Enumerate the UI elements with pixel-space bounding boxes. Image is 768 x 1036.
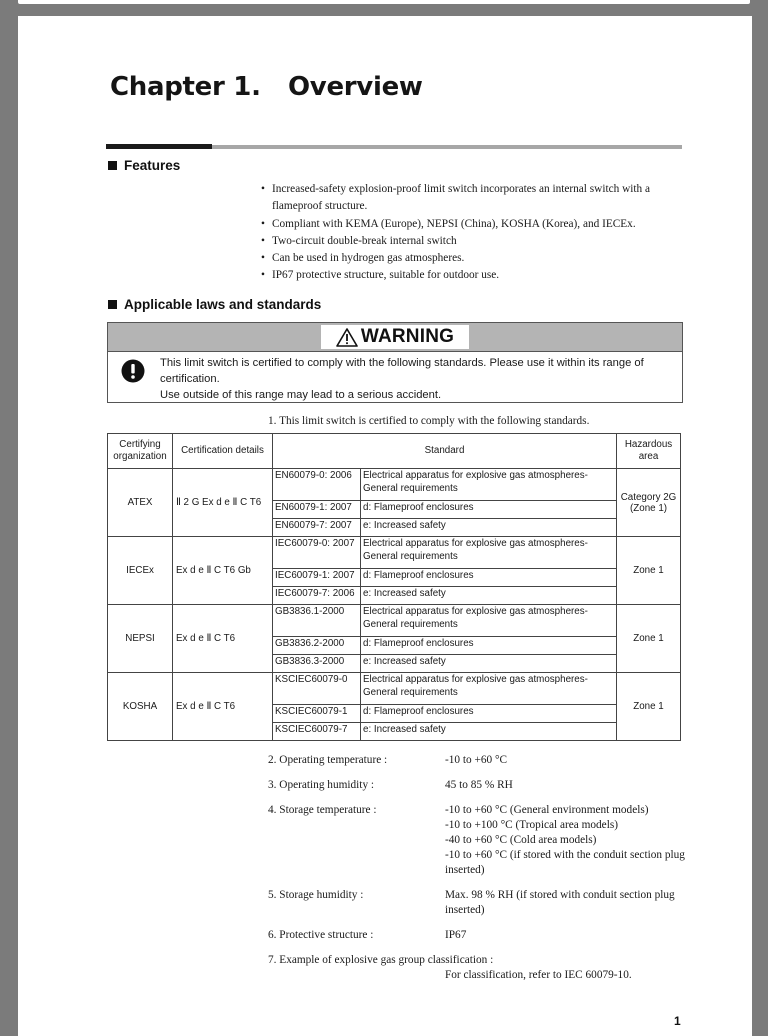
cert-org: NEPSI	[108, 605, 173, 673]
spec-operating-humidity	[268, 778, 708, 793]
standard-description: d: Flameproof enclosures	[361, 569, 617, 587]
spec-value: -10 to +60 °C (General environment models)	[445, 804, 649, 816]
cert-details: Ex d e Ⅱ C T6	[173, 673, 273, 741]
standard-description: e: Increased safety	[361, 587, 617, 605]
header-org: Certifying organization	[108, 434, 173, 469]
spec-storage-temperature	[268, 803, 708, 878]
standard-description: d: Flameproof enclosures	[361, 501, 617, 519]
cert-org: IECEx	[108, 537, 173, 605]
spec-operating-temperature	[268, 753, 708, 768]
spec-value: -40 to +60 °C (Cold area models)	[445, 834, 597, 846]
standard-description: d: Flameproof enclosures	[361, 705, 617, 723]
hazard-area: Zone 1	[617, 605, 681, 673]
standard-code: KSCIEC60079-7	[273, 723, 361, 741]
table-row	[108, 537, 681, 569]
warning-box	[107, 322, 683, 403]
spec-value: -10 to +60 °C (if stored with the conduit section plug inserted)	[445, 849, 685, 876]
standard-code: GB3836.1-2000	[273, 605, 361, 637]
specifications	[268, 753, 708, 983]
standard-code: IEC60079-0: 2007	[273, 537, 361, 569]
header-area: Hazardous area	[617, 434, 681, 469]
features-heading-text: Features	[124, 158, 181, 173]
spec-value: IP67	[445, 929, 467, 941]
standard-code: EN60079-0: 2006	[273, 469, 361, 501]
standard-code: GB3836.2-2000	[273, 637, 361, 655]
standard-description: e: Increased safety	[361, 655, 617, 673]
spec-storage-humidity	[268, 888, 708, 918]
standard-code: GB3836.3-2000	[273, 655, 361, 673]
standard-description: Electrical apparatus for explosive gas atmospheres-General requirements	[361, 537, 617, 569]
cert-details: Ⅱ 2 G Ex d e Ⅱ C T6	[173, 469, 273, 537]
spec-label: 5. Storage humidity :	[268, 889, 364, 901]
previous-page-edge	[18, 0, 750, 4]
standard-description: e: Increased safety	[361, 519, 617, 537]
chapter-title: Overview	[288, 72, 423, 102]
certification-table	[107, 433, 681, 741]
hazard-area: Category 2G (Zone 1)	[617, 469, 681, 537]
spec-gas-group	[268, 953, 708, 983]
spec-label: 2. Operating temperature :	[268, 754, 388, 766]
spec-value: -10 to +100 °C (Tropical area models)	[445, 819, 618, 831]
cert-org: ATEX	[108, 469, 173, 537]
laws-heading-text: Applicable laws and standards	[124, 297, 322, 312]
cert-details: Ex d e Ⅱ C T6 Gb	[173, 537, 273, 605]
feature-item: • Two-circuit double-break internal switch	[261, 233, 691, 250]
cert-org: KOSHA	[108, 673, 173, 741]
page-number: 1	[674, 1014, 681, 1028]
spec-protective-structure	[268, 928, 708, 943]
warning-label-text: WARNING	[360, 326, 455, 347]
standard-code: IEC60079-7: 2006	[273, 587, 361, 605]
standard-description: e: Increased safety	[361, 723, 617, 741]
table-row	[108, 673, 681, 705]
spec-label: 7. Example of explosive gas group classification :	[268, 954, 494, 966]
standard-code: EN60079-1: 2007	[273, 501, 361, 519]
spec-label: 6. Protective structure :	[268, 929, 374, 941]
feature-item: • IP67 protective structure, suitable for outdoor use.	[261, 267, 691, 284]
standard-description: Electrical apparatus for explosive gas atmospheres-General requirements	[361, 605, 617, 637]
square-bullet-icon	[108, 300, 117, 309]
spec-value: Max. 98 % RH (if stored with conduit section plug inserted)	[445, 889, 675, 916]
spec-label: 3. Operating humidity :	[268, 779, 375, 791]
exclamation-circle-icon	[121, 359, 145, 383]
document-page	[18, 16, 752, 1036]
warning-label	[321, 325, 469, 349]
standard-description: Electrical apparatus for explosive gas atmospheres-General requirements	[361, 469, 617, 501]
spec-value: 45 to 85 % RH	[445, 779, 513, 791]
square-bullet-icon	[108, 161, 117, 170]
standard-description: d: Flameproof enclosures	[361, 637, 617, 655]
spec-label: 4. Storage temperature :	[268, 804, 377, 816]
warning-text-line: Use outside of this range may lead to a serious accident.	[160, 388, 442, 401]
header-details: Certification details	[173, 434, 273, 469]
certification-caption: 1. This limit switch is certified to comply with the following standards.	[268, 415, 590, 427]
feature-item: • Can be used in hydrogen gas atmospheres.	[261, 250, 691, 267]
warning-text-line: This limit switch is certified to comply with the following standards. Please use it within its range of certification.	[160, 357, 644, 385]
heading-rule-light	[212, 145, 682, 149]
spec-value: -10 to +60 °C	[445, 754, 508, 766]
laws-heading	[108, 297, 321, 312]
standard-code: IEC60079-1: 2007	[273, 569, 361, 587]
features-list	[261, 181, 691, 285]
heading-rule-dark	[106, 144, 212, 149]
table-header-row	[108, 434, 681, 469]
feature-item: • Increased-safety explosion-proof limit switch incorporates an internal switch with a flameproof structure.	[261, 181, 691, 216]
chapter-heading	[110, 72, 423, 102]
table-row	[108, 605, 681, 637]
hazard-area: Zone 1	[617, 673, 681, 741]
header-standard: Standard	[273, 434, 617, 469]
warning-header	[108, 323, 682, 352]
features-heading	[108, 158, 180, 173]
cert-details: Ex d e Ⅱ C T6	[173, 605, 273, 673]
table-row	[108, 469, 681, 501]
standard-code: EN60079-7: 2007	[273, 519, 361, 537]
feature-item: • Compliant with KEMA (Europe), NEPSI (China), KOSHA (Korea), and IECEx.	[261, 216, 691, 233]
warning-triangle-icon	[336, 328, 358, 347]
chapter-number: Chapter 1.	[110, 72, 261, 102]
standard-code: KSCIEC60079-1	[273, 705, 361, 723]
spec-value-list	[445, 803, 685, 878]
warning-text	[160, 356, 675, 403]
standard-description: Electrical apparatus for explosive gas atmospheres-General requirements	[361, 673, 617, 705]
hazard-area: Zone 1	[617, 537, 681, 605]
spec-value: For classification, refer to IEC 60079-10.	[445, 969, 632, 981]
standard-code: KSCIEC60079-0	[273, 673, 361, 705]
